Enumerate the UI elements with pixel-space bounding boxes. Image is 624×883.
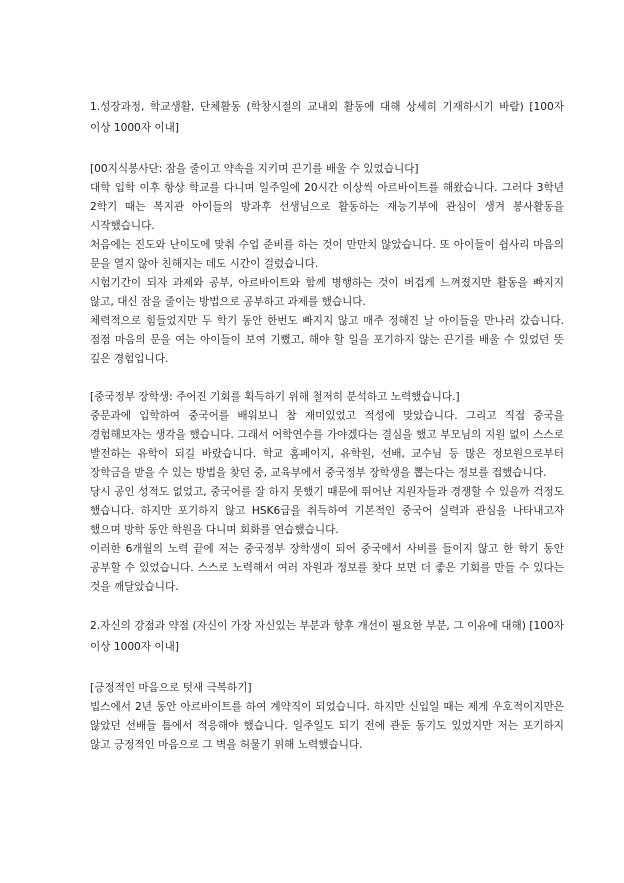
paragraph: 중문과에 입학하여 중국어를 배워보니 참 재미있었고 적성에 맞았습니다. 그리고 직접 중국을 경험해보자는 생각을 했습니다. 그래서 어학연수를 가야겠다는 결심을 했고 부모님의 지원 없이 스스로 발전하는 유학이 되길 바랐습니다. 학교 홈페이지, 유학원, 선배, 교수님 등 많은 정보원으로부터 장학금을 받을 수 있는 방법을 찾던 중, 교육부에서 중국정부 장학생을 뽑는다는 정보를 접했습니다. xyxy=(90,410,564,479)
section-heading: [중국정부 장학생: 주어진 기회를 획득하기 위해 철저히 분석하고 노력했습니다.] xyxy=(90,391,460,403)
question-1: 1.성장과정, 학교생활, 단체활동 (학창시절의 교내외 활동에 대해 상세히 기재하시기 바람) [100자 이상 1000자 이내] xyxy=(90,101,564,134)
paragraph: 대학 입학 이후 항상 학교를 다니며 일주일에 20시간 이상씩 아르바이트를 해왔습니다. 그러다 3학년 2학기 때는 복지관 아이들의 방과후 선생님으로 활동하는 재능기부에 관심이 생겨 봉사활동을 시작했습니다. xyxy=(90,182,564,232)
question-2: 2.자신의 강점과 약점 (자신이 가장 자신있는 부분과 향후 개선이 필요한 부분, 그 이유에 대해) [100자 이상 1000자 이내] xyxy=(90,620,564,653)
section-scholarship xyxy=(90,388,564,597)
paragraph: 체력적으로 힘들었지만 두 학기 동안 한번도 빠지지 않고 매주 정해진 날 아이들을 만나러 갔습니다. 점점 마음의 문을 여는 아이들이 보여 기뻤고, 해야 할 일을 포기하지 않는 끈기를 배울 수 있었던 뜻 깊은 경험입니다. xyxy=(90,315,564,365)
paragraph: 당시 공인 성적도 없었고, 중국어를 잘 하지 못했기 때문에 뛰어난 지원자들과 경쟁할 수 있을까 걱정도 했습니다. 하지만 포기하지 않고 HSK6급을 취득하여 기본적인 중국어 실력과 관심을 나타내고자 했으며 방학 동안 학원을 다니며 회화를 연습했습니다. xyxy=(90,486,564,536)
section-strengths xyxy=(90,679,564,755)
section-heading: [00지식봉사단: 잠을 줄이고 약속을 지키며 끈기를 배울 수 있었습니다] xyxy=(90,163,419,175)
paragraph: 빕스에서 2년 동안 아르바이트를 하여 계약직이 되었습니다. 하지만 신입일 때는 제게 우호적이지만은 않았던 선배들 틈에서 적응해야 했습니다. 일주일도 되기 전에 관둔 동기도 있었지만 저는 포기하지 않고 긍정적인 마음으로 그 벽을 허물기 위해 노력했습니다. xyxy=(90,701,564,751)
paragraph: 이러한 6개월의 노력 끝에 저는 중국정부 장학생이 되어 중국에서 사비를 들이지 않고 한 학기 동안 공부할 수 있었습니다. 스스로 노력해서 여러 자원과 정보를 찾다 보면 더 좋은 기회를 만들 수 있다는 것을 깨달았습니다. xyxy=(90,543,564,593)
paragraph: 시험기간이 되자 과제와 공부, 아르바이트와 함께 병행하는 것이 버겁게 느껴졌지만 활동을 빠지지 않고, 대신 잠을 줄이는 방법으로 공부하고 과제를 했습니다. xyxy=(90,277,564,308)
paragraph: 처음에는 진도와 난이도에 맞춰 수업 준비를 하는 것이 만만치 않았습니다. 또 아이들이 쉽사리 마음의 문을 열지 않아 친해지는 데도 시간이 걸렸습니다. xyxy=(90,239,564,270)
section-volunteer xyxy=(90,160,564,369)
section-heading: [긍정적인 마음으로 텃새 극복하기] xyxy=(90,682,252,694)
